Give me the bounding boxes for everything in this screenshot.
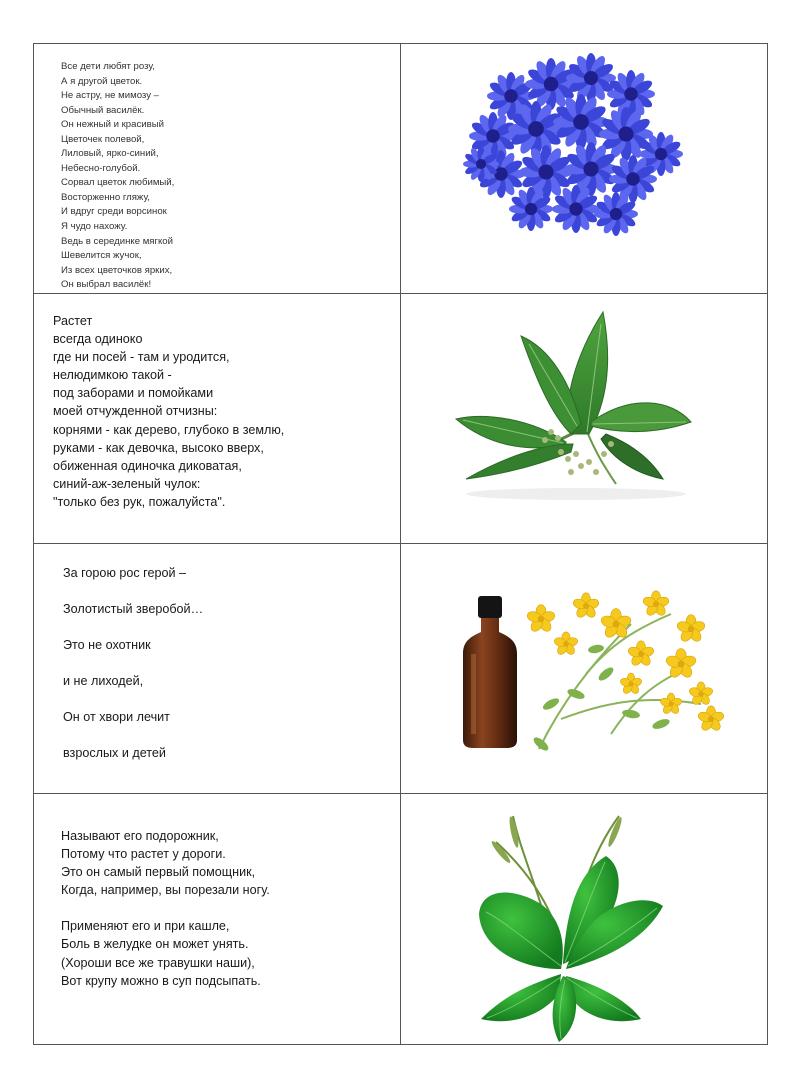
- poem-cornflower: [61, 60, 174, 293]
- poem-line: под заборами и помойками: [53, 386, 214, 401]
- st-johns-wort-image: [401, 544, 769, 794]
- nettle-image: [401, 294, 769, 544]
- picture-cell-cornflower: [401, 44, 769, 293]
- poem-line: Он выбрал василёк!: [61, 279, 152, 291]
- poem-line: А я другой цветок.: [61, 75, 143, 87]
- poem-line: моей отчужденной отчизны:: [53, 404, 218, 419]
- poem-line: (Хороши все же травушки наши),: [61, 955, 255, 970]
- poem-line: Восторженно гляжу,: [61, 191, 150, 203]
- poem-line: Обычный василёк.: [61, 104, 145, 116]
- card-row-plantain: [34, 794, 768, 1045]
- poem-line: взрослых и детей: [63, 746, 166, 761]
- poem-line: Это не охотник: [63, 638, 151, 653]
- poem-line: Не астру, не мимозу –: [61, 90, 160, 102]
- card-row-st-johns-wort: [34, 544, 768, 794]
- poem-line: и не лиходей,: [63, 674, 144, 689]
- poem-line: Потому что растет у дороги.: [61, 847, 226, 862]
- poem-line: "только без рук, пожалуйста".: [53, 494, 226, 509]
- poem-line: нелюдимкою такой -: [53, 368, 172, 383]
- poem-line: За горою рос герой –: [63, 566, 187, 580]
- poem-line: Когда, например, вы порезали ногу.: [61, 883, 270, 898]
- poem-line: где ни посей - там и уродится,: [53, 350, 230, 365]
- poem-line: всегда одиноко: [53, 332, 143, 347]
- worksheet-table: [33, 43, 768, 1045]
- poem-line: Вот крупу можно в суп подсыпать.: [61, 973, 261, 988]
- cornflower-image: [401, 44, 769, 294]
- picture-cell-st-johns-wort: [401, 544, 769, 793]
- card-row-cornflower: [34, 44, 768, 294]
- poem-line: Сорвал цветок любимый,: [61, 177, 175, 189]
- poem-stanza: [61, 917, 270, 989]
- poem-line: И вдруг среди ворсинок: [61, 206, 167, 218]
- poem-stanza: [61, 827, 270, 899]
- poem-line: Он от хвори лечит: [63, 710, 170, 725]
- poem-line: Боль в желудке он может унять.: [61, 937, 249, 952]
- poem-line: Это он самый первый помощник,: [61, 865, 256, 880]
- poem-line: Я чудо нахожу.: [61, 221, 128, 233]
- poem-line: Шевелится жучок,: [61, 250, 142, 262]
- poem-line: Ведь в серединке мягкой: [61, 235, 173, 247]
- poem-nettle: [53, 312, 284, 511]
- plantain-image: [401, 794, 769, 1045]
- poem-st-johns-wort: [63, 564, 203, 781]
- poem-line: Лиловый, ярко-синий,: [61, 148, 159, 160]
- poem-line: Небесно-голубой.: [61, 162, 141, 174]
- poem-line: обиженная одиночка диковатая,: [53, 458, 242, 473]
- poem-cell-st-johns-wort: [34, 544, 401, 793]
- card-row-nettle: [34, 294, 768, 544]
- poem-line: корнями - как дерево, глубоко в землю,: [53, 422, 285, 437]
- picture-cell-nettle: [401, 294, 769, 543]
- poem-plantain: [61, 827, 270, 1008]
- poem-cell-nettle: [34, 294, 401, 543]
- bottle-cap-icon: [478, 596, 502, 618]
- poem-cell-plantain: [34, 794, 401, 1044]
- poem-line: Он нежный и красивый: [61, 119, 164, 131]
- poem-cell-cornflower: [34, 44, 401, 293]
- poem-line: Все дети любят розу,: [61, 61, 155, 72]
- poem-line: Растет: [53, 314, 93, 328]
- poem-line: Применяют его и при кашле,: [61, 919, 230, 934]
- picture-cell-plantain: [401, 794, 769, 1044]
- poem-line: Цветочек полевой,: [61, 133, 145, 145]
- poem-line: Называют его подорожник,: [61, 829, 219, 843]
- poem-line: Золотистый зверобой…: [63, 602, 204, 617]
- poem-line: Из всех цветочков ярких,: [61, 264, 173, 276]
- poem-line: синий-аж-зеленый чулок:: [53, 476, 201, 491]
- poem-line: руками - как девочка, высоко вверх,: [53, 440, 264, 455]
